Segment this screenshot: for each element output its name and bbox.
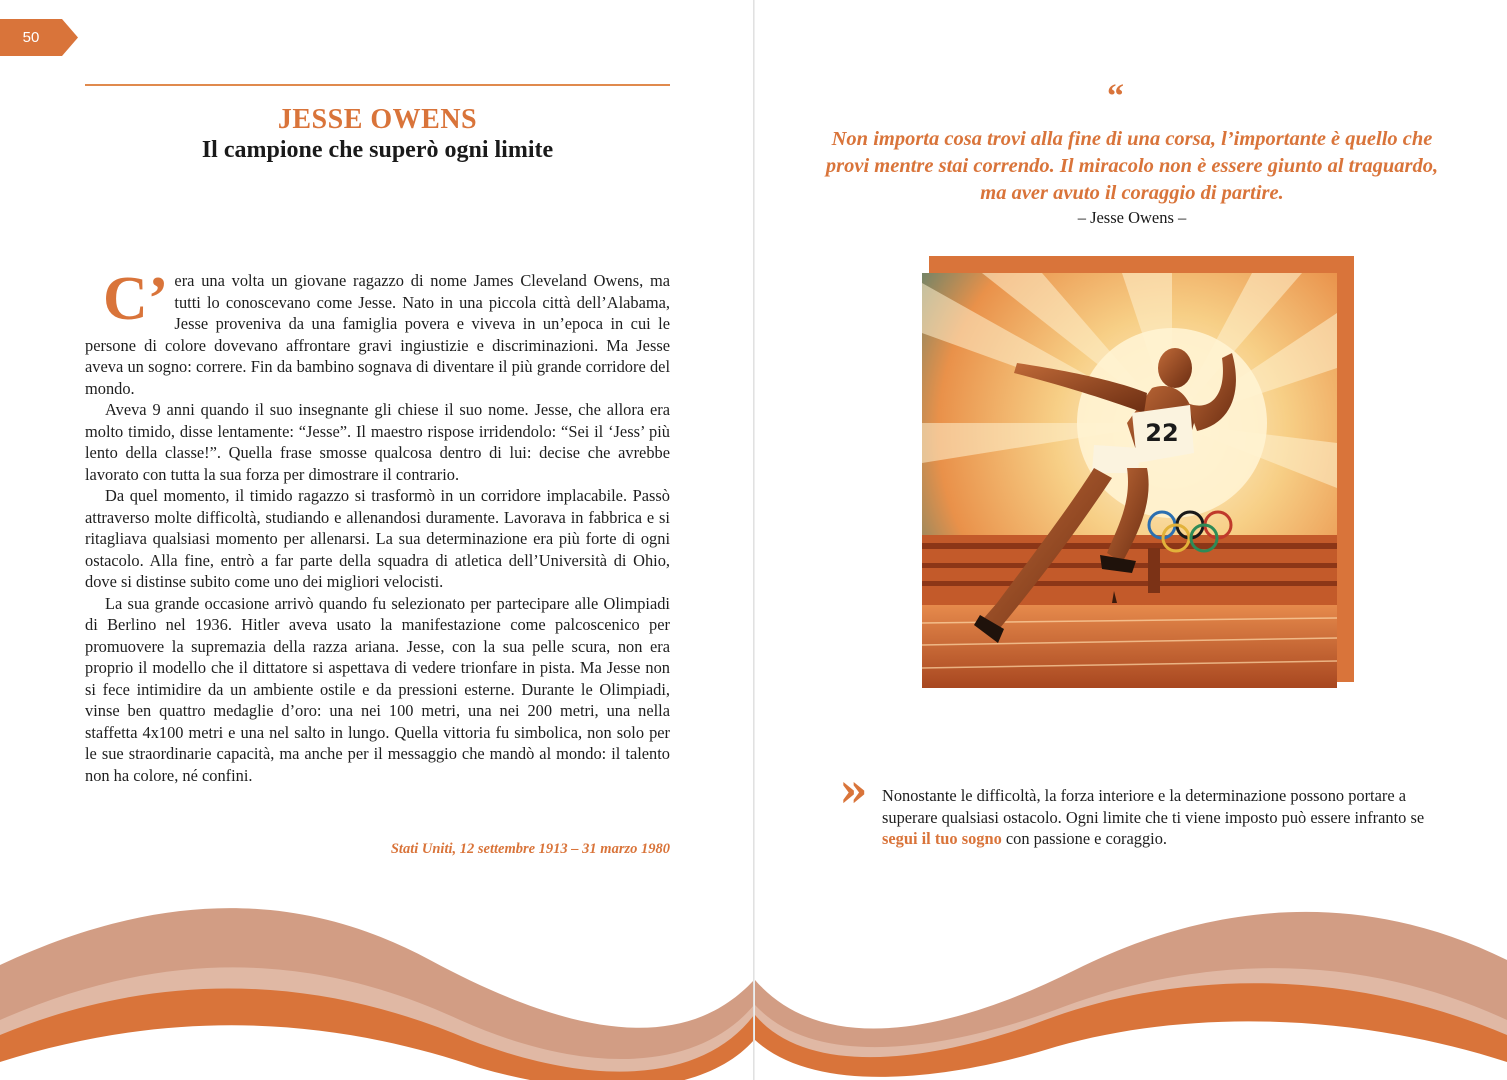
chevron-right-icon: » — [839, 763, 862, 817]
decorative-wave — [755, 900, 1507, 1080]
story-paragraph: C’ era una volta un giovane ragazzo di nome James Cleveland Owens, ma tutti lo conoscevano come Jesse. Nato in una piccola città dell’Alabama, Jesse proveniva da una famiglia povera e viveva in un’epoca in cui le persone di colore dovevano affrontare gravi ingiustizie e discriminazioni. Ma Jesse aveva un sogno: correre. Fin da bambino sognava di diventare il più grande corridore del mondo. — [85, 265, 670, 398]
story-body — [85, 265, 670, 786]
right-page — [755, 0, 1507, 1080]
story-subtitle: Il campione che superò ogni limite — [201, 137, 554, 163]
story-paragraph: La sua grande occasione arrivò quando fu selezionato per partecipare alle Olimpiadi di Berlino nel 1936. Hitler aveva usato la manifestazione come palcoscenico per promuovere la supremazia della razza ariana. Jesse, con la sua pelle scura, non era proprio il modello che il dittatore si aspettava di vedere trionfare in pista. Ma Jesse non si fece intimidire da un ambiente ostile e da pressioni esterne. Durante le Olimpiadi, vinse ben quattro medaglie d’oro: una nei 100 metri, una nei 200 metri, una nella staffetta 4x100 metri e una nel salto in lungo. Quella vittoria fu simbolica, non solo per le sue straordinarie capacità, ma anche per il messaggio che mandò al mondo: il talento non ha colore, né confini. — [85, 593, 670, 785]
story-paragraph: Da quel momento, il timido ragazzo si trasformò in un corridore implacabile. Passò attraverso molte difficoltà, studiando e allenandosi duramente. Lavorava in fabbrica e si ritagliava qualsiasi momento per allenarsi. La sua determinazione era più forte di ogni ostacolo. Alla fine, entrò a far parte della squadra di atletica dell’Università di Ohio, dove si distinse subito come uno dei migliori velocisti. — [85, 486, 670, 591]
quote-open-mark: “ — [1107, 78, 1124, 115]
page-number-tab — [0, 19, 78, 56]
birth-death-dates: Stati Uniti, 12 settembre 1913 – 31 marzo 1980 — [390, 841, 670, 857]
featured-quote: Non importa cosa trovi alla fine di una corsa, l’importante è quello che provi mentre stai correndo. Il miracolo non è essere giunto al traguardo, ma aver avuto il coraggio di partire. — [825, 128, 1439, 204]
page-number: 50 — [22, 29, 40, 46]
bib-number: 22 — [1145, 419, 1179, 447]
lesson-highlight: segui il tuo sogno — [882, 829, 1002, 848]
title-rule — [85, 84, 670, 86]
decorative-wave — [0, 900, 754, 1080]
story-title: JESSE OWENS — [277, 104, 478, 135]
drop-cap: C’ — [103, 265, 169, 333]
runner-icon — [922, 273, 1337, 688]
quote-author: – Jesse Owens – — [1077, 208, 1187, 227]
story-paragraph: Aveva 9 anni quando il suo insegnante gli chiese il suo nome. Jesse, che allora era molto timido, disse lentamente: “Jesse”. Il maestro rispose irridendolo: “Sei il ‘Jess’ più lento della classe!”. Quella frase smosse qualcosa dentro di lui: decise che avrebbe lavorato con tutta la sua forza per dimostrare il contrario. — [85, 400, 670, 484]
lesson-text: Nonostante le difficoltà, la forza interiore e la determinazione possono portare a superare qualsiasi ostacolo. Ogni limite che ti viene imposto può essere infranto se segui il tuo sogno con passione e coraggio. — [882, 786, 1425, 848]
runner-illustration — [922, 273, 1337, 688]
